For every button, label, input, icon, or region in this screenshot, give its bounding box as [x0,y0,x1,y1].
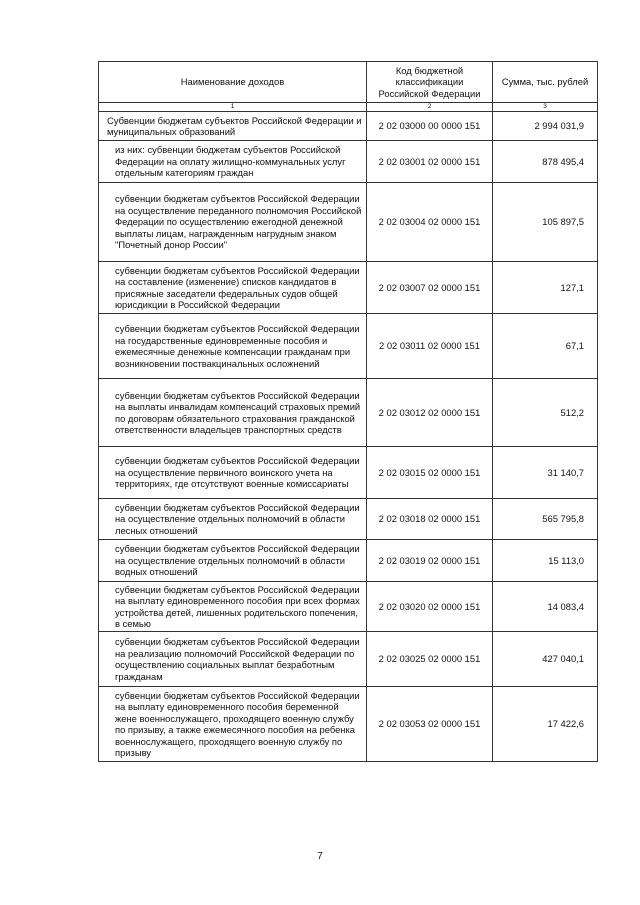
table-row [99,687,598,762]
income-name: субвенции бюджетам субъектов Российской Федерации на выплату единовременного пособия при всех формах устройства детей, лишенных родительского попечения, в семью [99,582,367,632]
amount: 2 994 031,9 [493,112,598,141]
amount: 15 113,0 [493,540,598,582]
budget-code: 2 02 03053 02 0000 151 [367,687,493,762]
budget-code: 2 02 03015 02 0000 151 [367,447,493,499]
table-row [99,262,598,314]
amount: 127,1 [493,262,598,314]
header-income-name: Наименование доходов [99,62,367,103]
budget-code: 2 02 03000 00 0000 151 [367,112,493,141]
table-row [99,447,598,499]
column-number-row [99,103,598,112]
budget-code: 2 02 03011 02 0000 151 [367,314,493,379]
table-header-row [99,62,598,103]
header-budget-code: Код бюджетной классификации Российской Федерации [367,62,493,103]
column-number: 1 [99,103,367,112]
budget-code: 2 02 03025 02 0000 151 [367,632,493,687]
budget-code: 2 02 03018 02 0000 151 [367,499,493,540]
amount: 31 140,7 [493,447,598,499]
income-name: субвенции бюджетам субъектов Российской Федерации на выплаты инвалидам компенсаций страховых премий по договорам обязательного страхования гражданской ответственности владельцев транспортных средств [99,379,367,447]
income-name: из них: субвенции бюджетам субъектов Российской Федерации на оплату жилищно-коммунальных услуг отдельным категориям граждан [99,141,367,183]
budget-code: 2 02 03004 02 0000 151 [367,183,493,262]
header-amount: Сумма, тыс. рублей [493,62,598,103]
amount: 105 897,5 [493,183,598,262]
income-name: субвенции бюджетам субъектов Российской Федерации на составление (изменение) списков кандидатов в присяжные заседатели федеральных судов общей юрисдикции в Российской Федерации [99,262,367,314]
amount: 67,1 [493,314,598,379]
column-number: 3 [493,103,598,112]
income-name: субвенции бюджетам субъектов Российской Федерации на выплату единовременного пособия беременной жене военнослужащего, проходящего военную службу по призыву, а также ежемесячного пособия на ребенка военнослужащего, проходящего военную службу по призыву [99,687,367,762]
page-number: 7 [317,851,323,862]
column-number: 2 [367,103,493,112]
table-row [99,183,598,262]
budget-code: 2 02 03019 02 0000 151 [367,540,493,582]
income-name: субвенции бюджетам субъектов Российской Федерации на осуществление первичного воинского учета на территориях, где отсутствуют военные комиссариаты [99,447,367,499]
table-row [99,314,598,379]
revenue-table [98,61,598,762]
income-name: субвенции бюджетам субъектов Российской Федерации на государственные единовременные пособия и ежемесячные денежные компенсации гражданам при возникновении поствакцинальных осложнений [99,314,367,379]
table-row [99,499,598,540]
income-name: субвенции бюджетам субъектов Российской Федерации на осуществление отдельных полномочий в области лесных отношений [99,499,367,540]
table-row [99,112,598,141]
budget-code: 2 02 03007 02 0000 151 [367,262,493,314]
table-row [99,582,598,632]
income-name: субвенции бюджетам субъектов Российской Федерации на реализацию полномочий Российской Федерации по осуществлению социальных выплат безработным гражданам [99,632,367,687]
table-row [99,379,598,447]
budget-code: 2 02 03001 02 0000 151 [367,141,493,183]
amount: 427 040,1 [493,632,598,687]
table-row [99,632,598,687]
income-name: Субвенции бюджетам субъектов Российской Федерации и муниципальных образований [99,112,367,141]
amount: 565 795,8 [493,499,598,540]
amount: 878 495,4 [493,141,598,183]
income-name: субвенции бюджетам субъектов Российской Федерации на осуществление переданного полномочия Российской Федерации по осуществлению ежегодной денежной выплаты лицам, награжденным нагрудным знаком "Почетный донор России" [99,183,367,262]
table-row [99,141,598,183]
table-row [99,540,598,582]
amount: 14 083,4 [493,582,598,632]
budget-code: 2 02 03012 02 0000 151 [367,379,493,447]
income-name: субвенции бюджетам субъектов Российской Федерации на осуществление отдельных полномочий в области водных отношений [99,540,367,582]
amount: 17 422,6 [493,687,598,762]
budget-code: 2 02 03020 02 0000 151 [367,582,493,632]
amount: 512,2 [493,379,598,447]
